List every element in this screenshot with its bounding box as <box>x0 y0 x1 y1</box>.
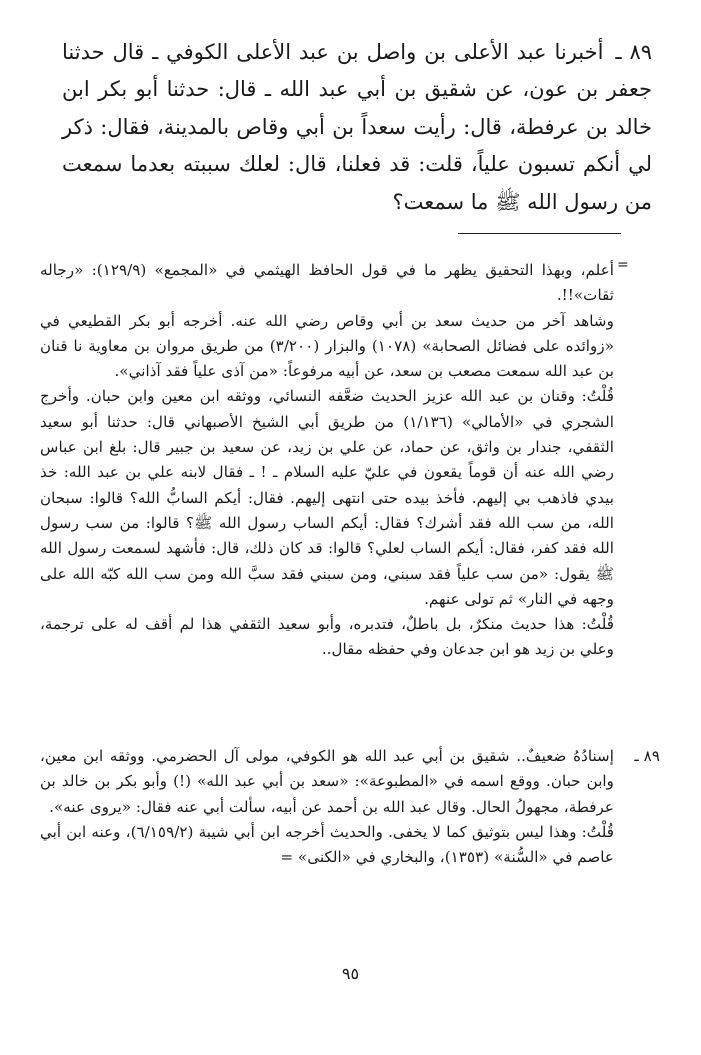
hadith-text <box>62 34 652 221</box>
hadith-body: أخبرنا عبد الأعلى بن واصل بن عبد الأعلى الكوفي ـ قال حدثنا جعفر بن عون، عن شقيق بن أبي عبد الله ـ قال: حدثنا أبو بكر ابن خالد بن عرفطة، قال: رأيت سعداً بن أبي وقاص بالمدينة، فقال: ذكر لي أنكم تسبون علياً، قلت: قد فعلنا، قال: لعلك سببته بعدما سمعت من رسول الله ﷺ ما سمعت؟ <box>62 40 652 214</box>
footnote-separator <box>458 233 621 234</box>
footnote-89 <box>40 744 660 870</box>
footnote-paragraph: قُلْتُ: وقنان بن عبد الله عزيز الحديث ضعَّفه النسائي، ووثقه ابن معين وابن حبان. وأخرج الشجري في «الأمالي» (١/١٣٦) من طريق أبي الشيخ الأصبهاني قال: حدثنا أبو سعيد الثقفي، جندار بن واثق، عن حماد، عن علي بن زيد، عن سعيد بن جبير قال: بلغ ابن عباس رضي الله عنه أن قوماً يقعون في عليّ عليه السلام ـ ! ـ فقال لابنه علي بن عبد الله: خذ بيدي فاذهب بي إليهم. فأخذ بيده حتى انتهى إليهم. فقال: أيكم السابُّ الله؟ قالوا: سبحان الله، من سب الله فقد أشرك؟ فقال: أيكم الساب رسول الله ﷺ؟ قالوا: من سب رسول الله فقد كفر، فقال: أيكم الساب لعلي؟ قالوا: قد كان ذلك، قال: فأشهد لسمعت رسول الله ﷺ يقول: «من سب علياً فقد سبني، ومن سبني فقد سبَّ الله ومن سب الله كبّه الله على وجهه في النار» ثم تولى عنهم. <box>40 387 614 608</box>
hadith-number: ٨٩ ـ <box>615 40 653 64</box>
footnote-89-paragraph: قُلْتُ: وهذا ليس بتوثيق كما لا يخفى. والحديث أخرجه ابن أبي شيبة (٦/١٥٩/٢)، وعنه ابن أبي عاصم في «السُّنة» (١٣٥٣)، والبخاري في «الكنى» = <box>40 822 614 867</box>
page-number: ٩٥ <box>341 964 360 983</box>
footnote-paragraph: أعلم، وبهذا التحقيق يظهر ما في قول الحافظ الهيثمي في «المجمع» (١٢٩/٩): «رجاله ثقات»!!. <box>40 261 614 305</box>
footnote-paragraph: وشاهد آخر من حديث سعد بن أبي وقاص رضي الله عنه. أخرجه أبو بكر القطيعي في «زوائده على فضائل الصحابة» (١٠٧٨) والبزار (٣/٢٠٠) من طريق مروان بن معاوية نا قنان بن عبد الله سمعت مصعب بن سعد، عن أبيه مرفوعاً: «من آذى علياً فقد آذاني». <box>40 311 614 381</box>
footnote-89-paragraph: إسنادُهُ ضعيفٌ.. شقيق بن أبي عبد الله هو الكوفي، مولى آل الحضرمي. ووثقه ابن معين، وابن حبان. ووقع اسمه في «المطبوعة»: «سعد بن أبي عبد الله» (!) وأبو بكر بن خالد بن عرفطة، مجهولُ الحال. وقال عبد الله بن أحمد عن أبيه، سألت أبي عنه فقال: «يروى عنه». <box>40 747 614 816</box>
footnote-continuation-marker: = <box>617 257 629 273</box>
footnote-89-marker: ٨٩ ـ <box>634 747 660 765</box>
footnotes-block <box>40 258 614 663</box>
footnote-paragraph: قُلْتُ: هذا حديث منكرٌ، بل باطلٌ، فتدبره، وأبو سعيد الثقفي هذا لم أقف له على ترجمة، وعلي بن زيد هو ابن جدعان وفي حفظه مقال.. <box>40 615 614 659</box>
